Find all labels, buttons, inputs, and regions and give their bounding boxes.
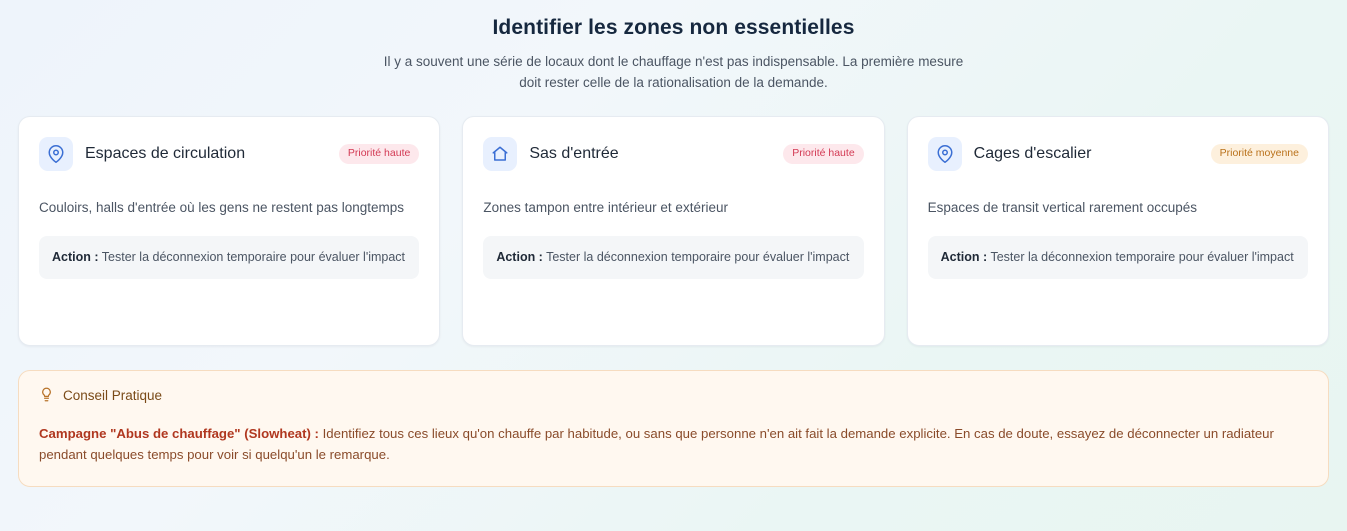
practical-tip-heading: Conseil Pratique (63, 388, 163, 404)
status-badge: Priorité haute (339, 144, 419, 164)
practical-tip-body (39, 423, 1308, 466)
status-badge: Priorité moyenne (1211, 144, 1308, 164)
zone-card-description: Espaces de transit vertical rarement occupés (927, 199, 1198, 215)
zone-card-action-text: Tester la déconnexion temporaire pour évaluer l'impact (990, 250, 1294, 265)
lightbulb-icon (39, 387, 54, 405)
practical-tip-header (39, 387, 1308, 405)
page-title: Identifier les zones non essentielles (492, 16, 855, 39)
zone-card-description: Couloirs, halls d'entrée où les gens ne restent pas longtemps (39, 199, 405, 215)
zone-card-action-label: Action : (940, 250, 988, 265)
map-pin-icon (928, 137, 962, 171)
zone-card-action (928, 236, 1308, 278)
zone-card-action-text: Tester la déconnexion temporaire pour évaluer l'impact (101, 250, 406, 265)
practical-tip-text: Identifiez tous ces lieux qu'on chauffe par habitude, ou sans que personne n'en ait fait la demande explicite. En cas de doute, essayez de déconnecter un radiateur pendant quelques temps pour voir si quelqu'un le remarque. (39, 425, 1274, 463)
zone-card-title: Cages d'escalier (973, 144, 1092, 162)
zone-card-action (39, 236, 419, 278)
home-icon (483, 137, 517, 171)
zone-card-title: Sas d'entrée (529, 144, 619, 162)
practical-tip-lead: Campagne "Abus de chauffage" (Slowheat) : (39, 425, 319, 441)
practical-tip-panel (18, 370, 1329, 487)
zone-card-title: Espaces de circulation (85, 144, 246, 162)
zone-card-list (18, 116, 1329, 346)
page-subtitle: Il y a souvent une série de locaux dont le chauffage n'est pas indispensable. La première mesure doit rester celle de la rationalisation de la demande. (383, 54, 964, 90)
status-badge: Priorité haute (783, 144, 863, 164)
map-pin-icon (39, 137, 73, 171)
zone-card-header (928, 137, 1308, 171)
zone-card-action-label: Action : (496, 250, 543, 265)
zone-card-action (483, 236, 863, 278)
zone-card-action-label: Action : (52, 250, 99, 265)
zone-card-header (39, 137, 419, 171)
zone-card-header (483, 137, 863, 171)
zone-card-description: Zones tampon entre intérieur et extérieur (483, 199, 728, 215)
zone-card-action-text: Tester la déconnexion temporaire pour évaluer l'impact (546, 250, 850, 265)
zone-card[interactable] (907, 116, 1329, 346)
zone-card[interactable] (18, 116, 440, 346)
zone-card[interactable] (462, 116, 884, 346)
